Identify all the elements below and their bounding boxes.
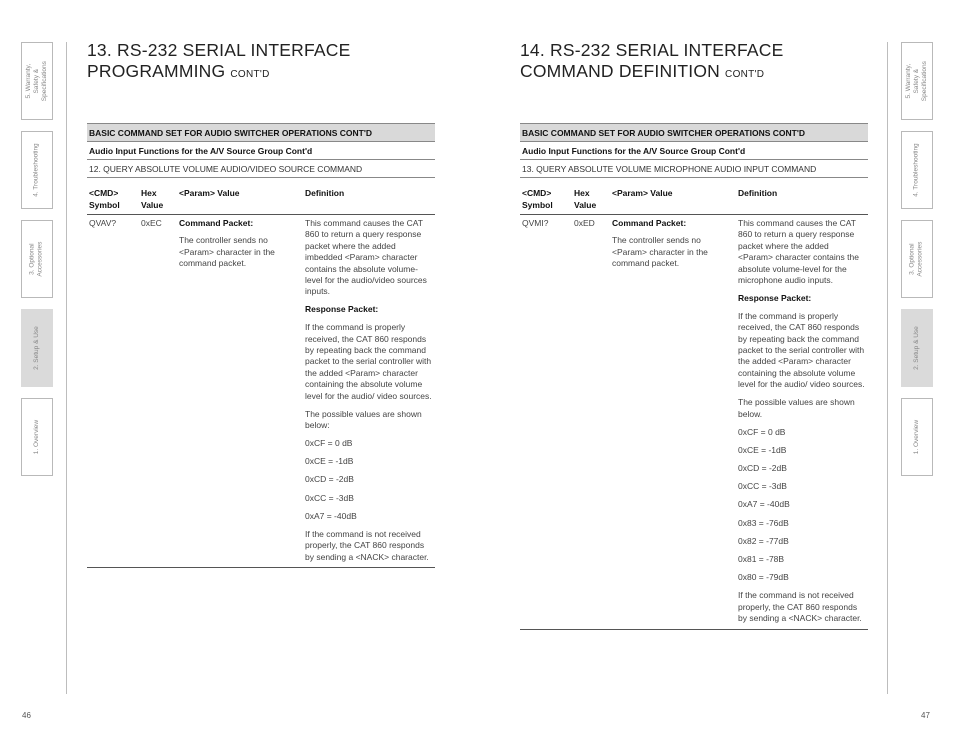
section-header: BASIC COMMAND SET FOR AUDIO SWITCHER OPERATIONS CONT'D (87, 123, 435, 142)
value-item: 0x80 = -79dB (738, 572, 789, 583)
title-contd: CONT'D (725, 69, 765, 80)
definition-intro: This command causes the CAT 860 to return a query response packet where the added <Param> character contains the absolute volume-level for the microphone audio inputs. (738, 218, 859, 286)
tab-troubleshooting[interactable] (21, 131, 53, 209)
title-contd: CONT'D (230, 69, 270, 80)
col-param-value: <Param> Value (610, 183, 736, 215)
command-packet-text: The controller sends no <Param> character in the command packet. (179, 235, 275, 269)
tab-setup-use[interactable] (21, 309, 53, 387)
value-item: 0xCD = -2dB (305, 474, 354, 485)
value-item: 0xCE = -1dB (738, 444, 787, 455)
command-header: 13. QUERY ABSOLUTE VOLUME MICROPHONE AUDIO INPUT COMMAND (520, 160, 868, 178)
value-item: 0xCE = -1dB (305, 456, 354, 467)
col-hex-value: Hex Value (572, 183, 610, 215)
command-table (520, 183, 868, 630)
tab-optional-accessories[interactable] (901, 220, 933, 298)
nack-text: If the command is not received properly, the CAT 860 responds by sending a <NACK> character. (305, 528, 429, 562)
page-number: 47 (921, 711, 930, 720)
command-packet-text: The controller sends no <Param> character in the command packet. (612, 235, 708, 269)
table-header-row (87, 183, 435, 215)
hex-value-cell: 0xEC (139, 215, 177, 568)
col-hex-value: Hex Value (139, 183, 177, 215)
definition-cell (736, 215, 868, 630)
value-item: 0xCF = 0 dB (305, 437, 353, 448)
col-definition: Definition (736, 183, 868, 215)
command-table (87, 183, 435, 568)
value-item: 0xCC = -3dB (305, 492, 354, 503)
tab-label: 1. Overview (912, 419, 920, 455)
table-header-row (520, 183, 868, 215)
right-content (520, 123, 868, 630)
tab-label: 5. Warranty, Safety & Specifications (24, 60, 49, 102)
left-divider (66, 42, 67, 694)
section-header: BASIC COMMAND SET FOR AUDIO SWITCHER OPERATIONS CONT'D (520, 123, 868, 142)
title-line-2 (87, 61, 350, 85)
response-packet-text: If the command is properly received, the CAT 860 responds by repeating back the command packet to the serial controller with the added <Param> character containing the absolute volume level for the audio/ video sources. (738, 310, 865, 390)
sub-header: Audio Input Functions for the A/V Source Group Cont'd (520, 142, 868, 160)
title-line-2-text: PROGRAMMING (87, 61, 226, 81)
value-item: 0xCD = -2dB (738, 462, 787, 473)
title-line-1: 13. RS-232 SERIAL INTERFACE (87, 40, 351, 60)
cmd-symbol-cell: QVMI? (520, 215, 572, 630)
right-divider (887, 42, 888, 694)
tab-overview[interactable] (21, 398, 53, 476)
definition-intro: This command causes the CAT 860 to return a query response packet where the added imbedded <Param> character contains the absolute volume-level for the audio/video sources inputs. (305, 218, 427, 297)
definition-cell (303, 215, 435, 568)
command-packet-label: Command Packet: (612, 218, 687, 228)
tab-overview[interactable] (901, 398, 933, 476)
page-title (87, 40, 350, 85)
right-page (477, 0, 954, 738)
col-cmd-symbol: <CMD> Symbol (87, 183, 139, 215)
command-header: 12. QUERY ABSOLUTE VOLUME AUDIO/VIDEO SOURCE COMMAND (87, 160, 435, 178)
command-packet-label: Command Packet: (179, 218, 254, 228)
tab-label: 4. Troubleshooting (32, 143, 40, 197)
param-value-cell (177, 215, 303, 568)
title-line-2 (520, 61, 783, 85)
title-line-2-text: COMMAND DEFINITION (520, 61, 720, 81)
tab-warranty[interactable] (21, 42, 53, 120)
col-param-value: <Param> Value (177, 183, 303, 215)
value-item: 0x81 = -78B (738, 553, 785, 564)
response-packet-label: Response Packet: (738, 292, 812, 303)
tab-label: 3. Optional Accessories (908, 241, 925, 277)
col-cmd-symbol: <CMD> Symbol (520, 183, 572, 215)
table-row (87, 215, 435, 568)
col-definition: Definition (303, 183, 435, 215)
value-item: 0xA7 = -40dB (738, 499, 790, 510)
param-value-cell (610, 215, 736, 630)
hex-value-cell: 0xED (572, 215, 610, 630)
sub-header: Audio Input Functions for the A/V Source Group Cont'd (87, 142, 435, 160)
tab-label: 3. Optional Accessories (28, 241, 45, 277)
tab-troubleshooting[interactable] (901, 131, 933, 209)
tab-label: 5. Warranty, Safety & Specifications (904, 60, 929, 102)
value-item: 0xCC = -3dB (738, 481, 787, 492)
value-item: 0x82 = -77dB (738, 535, 789, 546)
value-item: 0xCF = 0 dB (738, 426, 786, 437)
title-line-1: 14. RS-232 SERIAL INTERFACE (520, 40, 784, 60)
tab-label: 4. Troubleshooting (912, 143, 920, 197)
response-packet-label: Response Packet: (305, 304, 379, 315)
response-packet-text: If the command is properly received, the CAT 860 responds by repeating back the command packet to the serial controller with the added <Param> character containing the absolute volume level for the audio/ video sources. (305, 322, 432, 401)
tab-warranty[interactable] (901, 42, 933, 120)
left-content (87, 123, 435, 568)
tab-label: 1. Overview (32, 419, 40, 455)
nack-text: If the command is not received properly, the CAT 860 responds by sending a <NACK> character. (738, 590, 862, 624)
tab-label: 2. Setup & Use (32, 326, 40, 370)
value-item: 0xA7 = -40dB (305, 510, 357, 521)
cmd-symbol-cell: QVAV? (87, 215, 139, 568)
tab-setup-use[interactable] (901, 309, 933, 387)
values-intro: The possible values are shown below. (738, 397, 855, 419)
tab-label: 2. Setup & Use (912, 326, 920, 370)
value-item: 0x83 = -76dB (738, 517, 789, 528)
page-title (520, 40, 783, 85)
table-row (520, 215, 868, 630)
page-number: 46 (22, 711, 31, 720)
values-intro: The possible values are shown below: (305, 408, 422, 430)
tab-optional-accessories[interactable] (21, 220, 53, 298)
